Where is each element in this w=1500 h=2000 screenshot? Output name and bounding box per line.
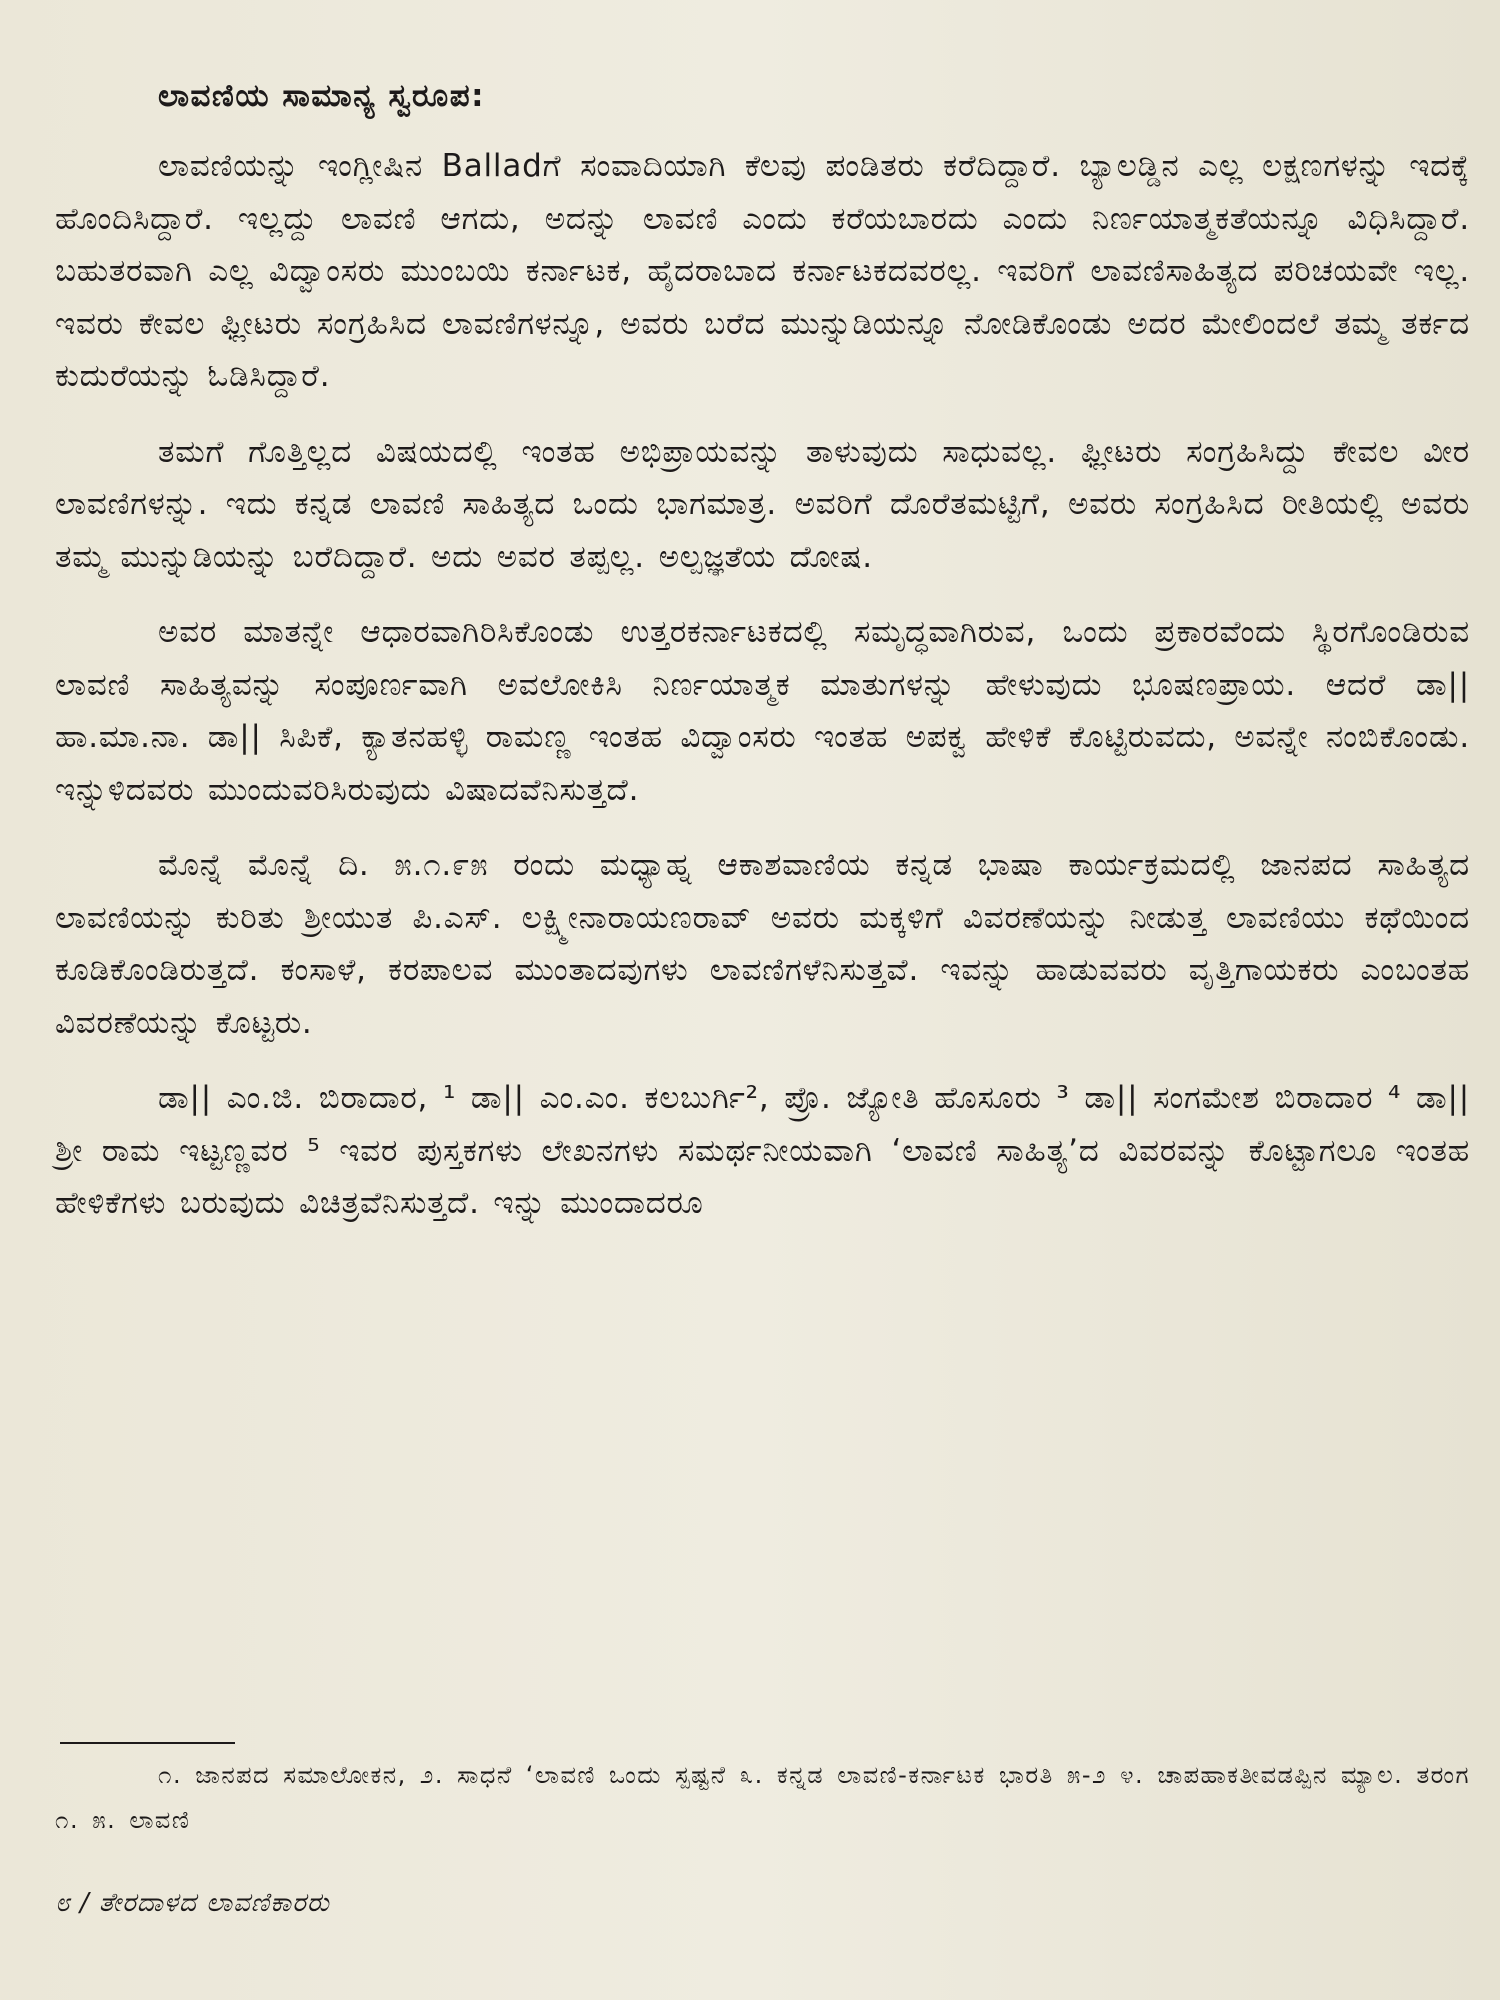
page-footer: ೮ / ತೇರದಾಳದ ಲಾವಣಿಕಾರರು — [55, 1888, 330, 1918]
paragraph-4: ಮೊನ್ನೆ ಮೊನ್ನೆ ದಿ. ೫.೧.೯೫ ರಂದು ಮಧ್ಯಾಹ್ನ ಆಕಾಶವಾಣಿಯ ಕನ್ನಡ ಭಾಷಾ ಕಾರ್ಯಕ್ರಮದಲ್ಲಿ ಜಾನಪದ ಸಾಹಿತ್ಯದ ಲಾವಣಿಯನ್ನು ಕುರಿತು ಶ್ರೀಯುತ ಪಿ.ಎಸ್. ಲಕ್ಷ್ಮೀನಾರಾಯಣರಾವ್ ಅವರು ಮಕ್ಕಳಿಗೆ ವಿವರಣೆಯನ್ನು ನೀಡುತ್ತ ಲಾವಣಿಯು ಕಥೆಯಿಂದ ಕೂಡಿಕೊಂಡಿರುತ್ತದೆ. ಕಂಸಾಳೆ, ಕರಪಾಲವ ಮುಂತಾದವುಗಳು ಲಾವಣಿಗಳೆನಿಸುತ್ತವೆ. ಇವನ್ನು ಹಾಡುವವರು ವೃತ್ತಿಗಾಯಕರು ಎಂಬಂತಹ ವಿವರಣೆಯನ್ನು ಕೊಟ್ಟರು. — [55, 847, 1470, 1041]
paragraph-2: ತಮಗೆ ಗೊತ್ತಿಲ್ಲದ ವಿಷಯದಲ್ಲಿ ಇಂತಹ ಅಭಿಪ್ರಾಯವನ್ನು ತಾಳುವುದು ಸಾಧುವಲ್ಲ. ಫ್ಲೀಟರು ಸಂಗ್ರಹಿಸಿದ್ದು ಕೇವಲ ವೀರ ಲಾವಣಿಗಳನ್ನು. ಇದು ಕನ್ನಡ ಲಾವಣಿ ಸಾಹಿತ್ಯದ ಒಂದು ಭಾಗಮಾತ್ರ. ಅವರಿಗೆ ದೊರೆತಮಟ್ಟಿಗೆ, ಅವರು ಸಂಗ್ರಹಿಸಿದ ರೀತಿಯಲ್ಲಿ ಅವರು ತಮ್ಮ ಮುನ್ನುಡಿಯನ್ನು ಬರೆದಿದ್ದಾರೆ. ಅದು ಅವರ ತಪ್ಪಲ್ಲ. ಅಲ್ಪಜ್ಞತೆಯ ದೋಷ. — [55, 433, 1470, 575]
paragraph-1: ಲಾವಣಿಯನ್ನು ಇಂಗ್ಲೀಷಿನ Balladಗೆ ಸಂವಾದಿಯಾಗಿ ಕೆಲವು ಪಂಡಿತರು ಕರೆದಿದ್ದಾರೆ. ಬ್ಯಾಲಡ್ಡಿನ ಎಲ್ಲ ಲಕ್ಷಣಗಳನ್ನು ಇದಕ್ಕೆ ಹೊಂದಿಸಿದ್ದಾರೆ. ಇಲ್ಲದ್ದು ಲಾವಣಿ ಆಗದು, ಅದನ್ನು ಲಾವಣಿ ಎಂದು ಕರೆಯಬಾರದು ಎಂದು ನಿರ್ಣಯಾತ್ಮಕತೆಯನ್ನೂ ವಿಧಿಸಿದ್ದಾರೆ. ಬಹುತರವಾಗಿ ಎಲ್ಲ ವಿದ್ವಾಂಸರು ಮುಂಬಯಿ ಕರ್ನಾಟಕ, ಹೈದರಾಬಾದ ಕರ್ನಾಟಕದವರಲ್ಲ. ಇವರಿಗೆ ಲಾವಣಿಸಾಹಿತ್ಯದ ಪರಿಚಯವೇ ಇಲ್ಲ. ಇವರು ಕೇವಲ ಫ್ಲೀಟರು ಸಂಗ್ರಹಿಸಿದ ಲಾವಣಿಗಳನ್ನೂ, ಅವರು ಬರೆದ ಮುನ್ನುಡಿಯನ್ನೂ ನೋಡಿಕೊಂಡು ಅದರ ಮೇಲಿಂದಲೆ ತಮ್ಮ ತರ್ಕದ ಕುದುರೆಯನ್ನು ಓಡಿಸಿದ್ದಾರೆ. — [55, 148, 1470, 394]
footnote-divider — [60, 1742, 235, 1744]
section-heading: ಲಾವಣಿಯ ಸಾಮಾನ್ಯ ಸ್ವರೂಪ: — [158, 78, 485, 114]
paragraph-5: ಡಾ|| ಎಂ.ಜಿ. ಬಿರಾದಾರ, ¹ ಡಾ|| ಎಂ.ಎಂ. ಕಲಬುರ್ಗಿ², ಪ್ರೊ. ಜ್ಯೋತಿ ಹೊಸೂರು ³ ಡಾ|| ಸಂಗಮೇಶ ಬಿರಾದಾರ ⁴ ಡಾ|| ಶ್ರೀ ರಾಮ ಇಟ್ಟಣ್ಣವರ ⁵ ಇವರ ಪುಸ್ತಕಗಳು ಲೇಖನಗಳು ಸಮರ್ಥನೀಯವಾಗಿ ‘ಲಾವಣಿ ಸಾಹಿತ್ಯ’ದ ವಿವರವನ್ನು ಕೊಟ್ಟಾಗಲೂ ಇಂತಹ ಹೇಳಿಕೆಗಳು ಬರುವುದು ವಿಚಿತ್ರವೆನಿಸುತ್ತದೆ. ಇನ್ನು ಮುಂದಾದರೂ — [55, 1080, 1470, 1221]
paragraph-3: ಅವರ ಮಾತನ್ನೇ ಆಧಾರವಾಗಿರಿಸಿಕೊಂಡು ಉತ್ತರಕರ್ನಾಟಕದಲ್ಲಿ ಸಮೃದ್ಧವಾಗಿರುವ, ಒಂದು ಪ್ರಕಾರವೆಂದು ಸ್ಥಿರಗೊಂಡಿರುವ ಲಾವಣಿ ಸಾಹಿತ್ಯವನ್ನು ಸಂಪೂರ್ಣವಾಗಿ ಅವಲೋಕಿಸಿ ನಿರ್ಣಯಾತ್ಮಕ ಮಾತುಗಳನ್ನು ಹೇಳುವುದು ಭೂಷಣಪ್ರಾಯ. ಆದರೆ ಡಾ|| ಹಾ.ಮಾ.ನಾ. ಡಾ|| ಸಿಪಿಕೆ, ಕ್ಯಾತನಹಳ್ಳಿ ರಾಮಣ್ಣ ಇಂತಹ ವಿದ್ವಾಂಸರು ಇಂತಹ ಅಪಕ್ವ ಹೇಳಿಕೆ ಕೊಟ್ಟಿರುವದು, ಅವನ್ನೇ ನಂಬಿಕೊಂಡು. ಇನ್ನುಳಿದವರು ಮುಂದುವರಿಸಿರುವುದು ವಿಷಾದವೆನಿಸುತ್ತದೆ. — [55, 614, 1470, 808]
body-text — [55, 70, 1470, 1253]
footnote: ೧. ಜಾನಪದ ಸಮಾಲೋಕನ, ೨. ಸಾಧನೆ ‘ಲಾವಣಿ ಒಂದು ಸ್ಪಷ್ಟನೆ ೩. ಕನ್ನಡ ಲಾವಣಿ-ಕರ್ನಾಟಕ ಭಾರತಿ ೫-೨ ೪. ಚಾಪಹಾಕತೀವಡಪ್ಪಿನ ಮ್ಯಾಲ. ತರಂಗ ೧. ೫. ಲಾವಣಿ — [55, 1761, 1470, 1834]
